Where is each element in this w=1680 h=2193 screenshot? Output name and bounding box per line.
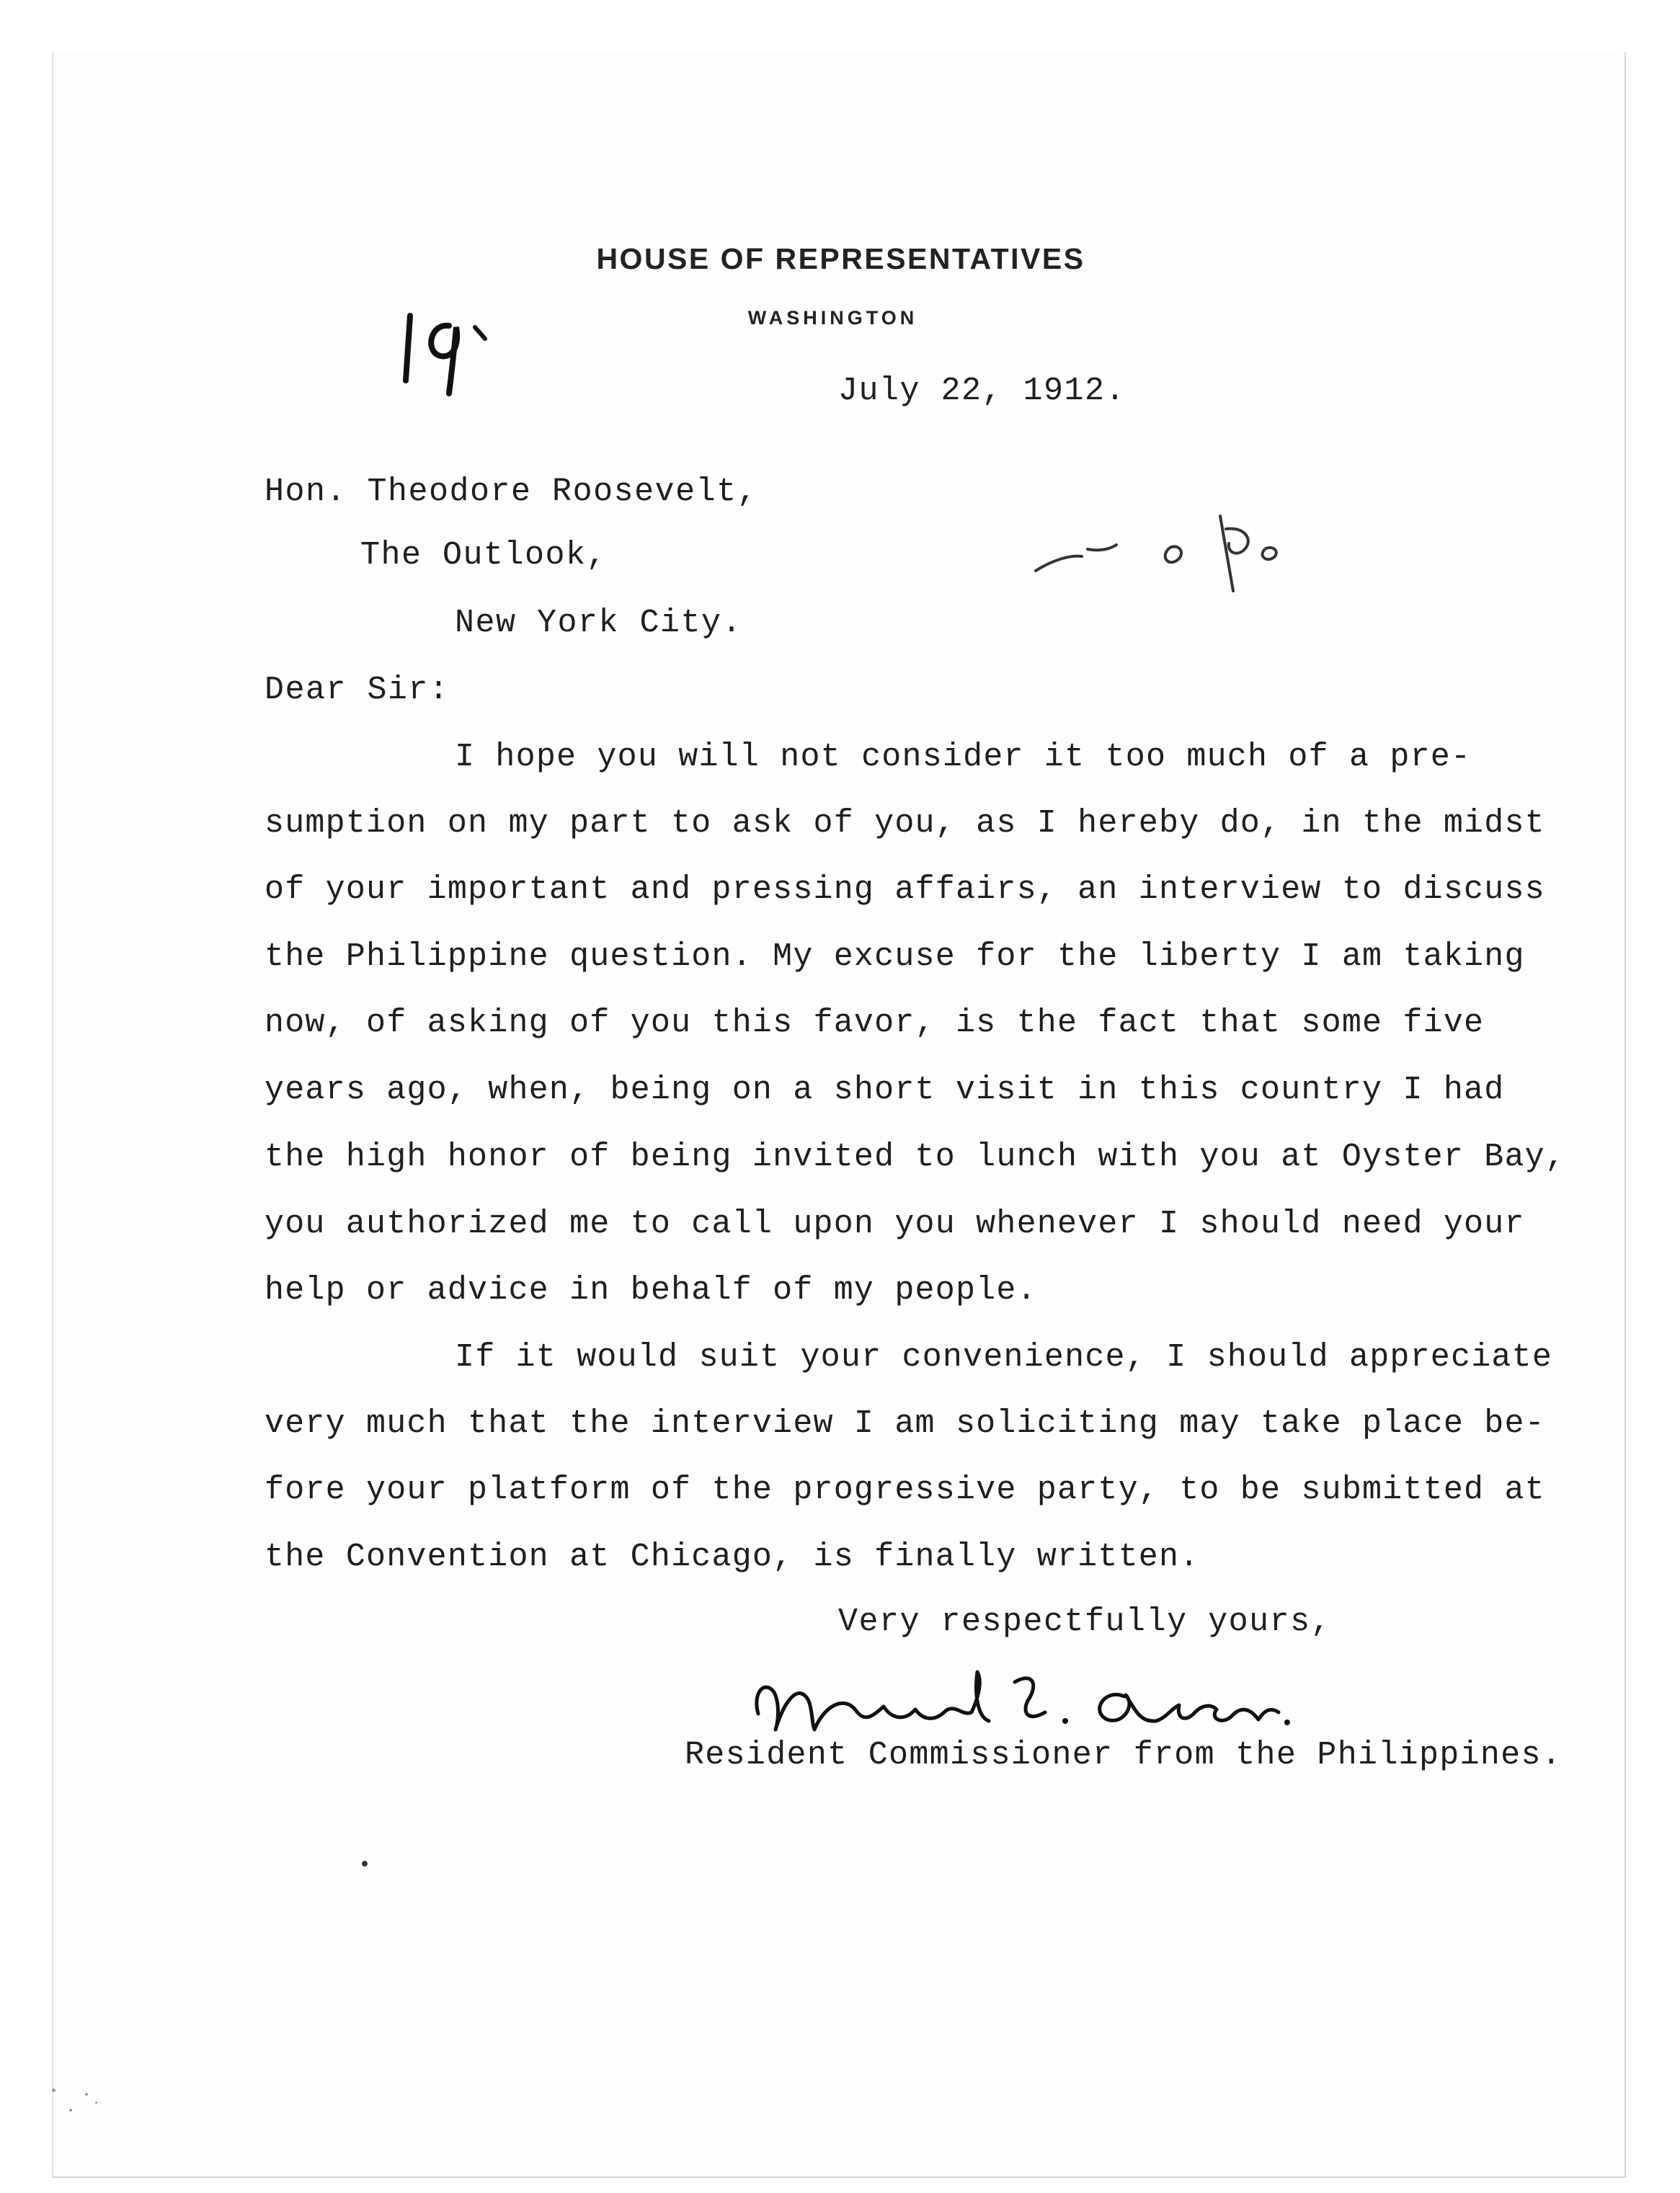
handwritten-filing-mark [1027, 497, 1330, 613]
paragraph-2-line-3: fore your platform of the progressive party, to be submitted at [265, 1472, 1545, 1508]
paragraph-1-line-8: you authorized me to call upon you whenever I should need your [265, 1206, 1525, 1242]
recipient-city: New York City. [455, 605, 743, 641]
letter-page [52, 52, 1626, 2178]
letter-date: July 22, 1912. [838, 373, 1126, 409]
handwritten-signature [742, 1650, 1290, 1744]
salutation: Dear Sir: [265, 672, 450, 708]
paragraph-1-line-7: the high honor of being invited to lunch with you at Oyster Bay, [265, 1139, 1566, 1175]
paragraph-1-line-9: help or advice in behalf of my people. [265, 1272, 1037, 1309]
handwritten-page-number [400, 301, 494, 402]
paragraph-2-line-4: the Convention at Chicago, is finally written. [265, 1539, 1200, 1575]
paragraph-1-line-5: now, of asking of you this favor, is the fact that some five [265, 1005, 1485, 1041]
scan-speck [69, 2109, 72, 2112]
closing: Very respectfully yours, [838, 1603, 1332, 1640]
recipient-organization: The Outlook, [360, 537, 608, 574]
scan-speck [52, 2089, 55, 2092]
paragraph-2-line-2: very much that the interview I am soliciting may take place be- [265, 1405, 1545, 1442]
letterhead-institution: HOUSE OF REPRESENTATIVES [596, 242, 1085, 275]
paragraph-1-line-6: years ago, when, being on a short visit in this country I had [265, 1072, 1505, 1108]
paragraph-1-line-3: of your important and pressing affairs, an interview to discuss [265, 871, 1545, 908]
signature-title: Resident Commissioner from the Philippines. [685, 1737, 1563, 1774]
scan-speck [95, 2101, 97, 2104]
paragraph-2-line-1: If it would suit your convenience, I should appreciate [455, 1339, 1553, 1376]
paragraph-1-line-4: the Philippine question. My excuse for the liberty I am taking [265, 938, 1525, 975]
paragraph-1-line-1: I hope you will not consider it too much of a pre- [455, 739, 1472, 775]
paragraph-1-line-2: sumption on my part to ask of you, as I hereby do, in the midst [265, 805, 1545, 842]
recipient-name: Hon. Theodore Roosevelt, [265, 473, 758, 510]
scan-speck [85, 2093, 88, 2096]
stray-mark [362, 1861, 368, 1867]
letterhead-city: WASHINGTON [747, 307, 918, 329]
